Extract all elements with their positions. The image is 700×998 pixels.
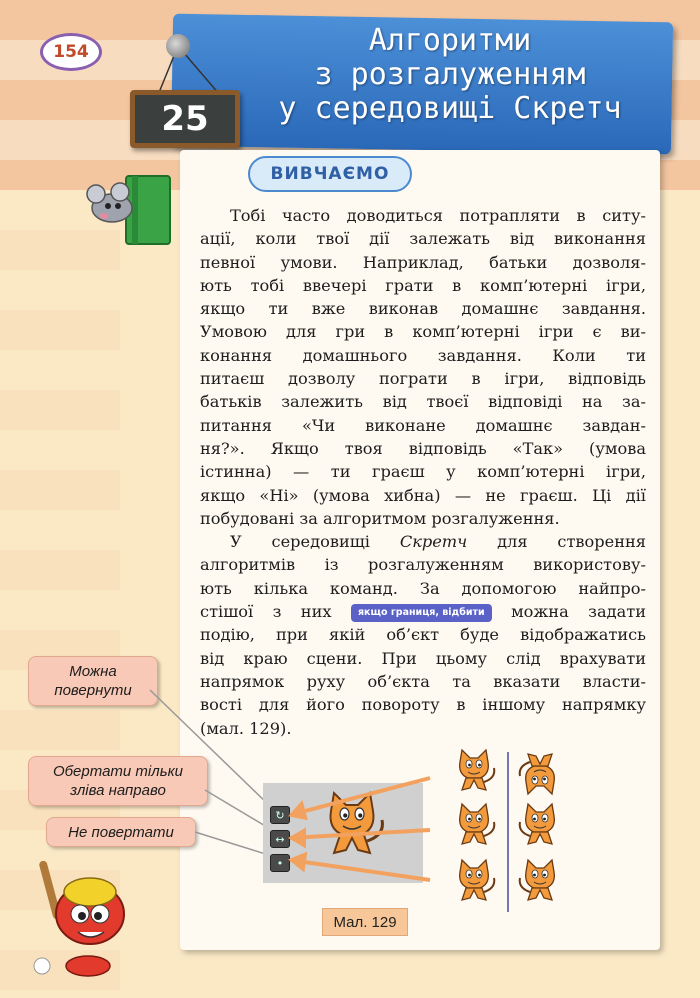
text-line: стішої з них якщо границя, відбити можна задати bbox=[200, 602, 646, 622]
title-line-1: Алгоритми bbox=[368, 23, 532, 58]
cat-sprite-left-1 bbox=[460, 750, 495, 790]
text-line: Умовою для гри в комп’ютерні ігри є ви- bbox=[200, 322, 646, 342]
title-line-2: з розгалуженням bbox=[314, 57, 586, 92]
section-label: ВИВЧАЄМО bbox=[248, 156, 412, 192]
figure-caption: Мал. 129 bbox=[322, 908, 408, 936]
text-line: ня?». Якщо твоя відповідь «Так» (умова bbox=[200, 438, 646, 458]
text-line: ації, коли твої дії залежать від виконання bbox=[200, 229, 646, 249]
cat-sprite-left-3 bbox=[460, 860, 495, 900]
dont-rotate-button[interactable]: • bbox=[270, 854, 290, 872]
text-line: напрямок руху об’єкта та вказати власти- bbox=[200, 671, 646, 691]
title-line-3: у середовищі Скретч bbox=[278, 91, 622, 126]
text-line: ють кілька команд. За допомогою найпро- bbox=[200, 578, 646, 598]
rotate-all-around-button[interactable]: ↻ bbox=[270, 806, 290, 824]
text-line: конання домашнього завдання. Коли ти bbox=[200, 345, 646, 365]
text-line: якщо «Ні» (умова хибна) — не граєш. Ці дії bbox=[200, 485, 646, 505]
cat-sprite-right-2 bbox=[520, 804, 555, 844]
text-line: вості для його повороту в іншому напрямку bbox=[200, 695, 646, 715]
scratch-word: Скретч bbox=[399, 532, 468, 552]
text-line: (мал. 129). bbox=[200, 718, 292, 738]
baseball-bug-mascot-icon bbox=[28, 856, 138, 986]
text-line: від краю сцени. При цьому слід врахувати bbox=[200, 648, 646, 668]
text-line: батьків залежить від твоєї відповіді на за- bbox=[200, 392, 646, 412]
cat-sprite-right-1 bbox=[520, 754, 555, 794]
text-line: істинна) — ти граєш у комп’ютерні ігри, bbox=[200, 462, 646, 482]
text-line: ють тобі ввечері грати в комп’ютерні ігри, bbox=[200, 275, 646, 295]
cat-sprite-right-3 bbox=[520, 860, 555, 900]
bounce-block-chip: якщо границя, відбити bbox=[351, 604, 492, 622]
text-line: Тобі часто доводиться потрапляти в ситу- bbox=[230, 206, 646, 225]
callout-dont-rotate: Не повертати bbox=[46, 817, 196, 847]
lesson-number-board: 25 bbox=[130, 90, 240, 148]
text-line: У середовищі Скретч для створення bbox=[230, 532, 646, 552]
left-right-flip-button[interactable]: ↔ bbox=[270, 830, 290, 848]
text-line: подію, при якій об’єкт буде відображатись bbox=[200, 625, 646, 645]
text-line: побудовані за алгоритмом розгалуження. bbox=[200, 508, 560, 528]
callout-can-rotate: Можна повернути bbox=[28, 656, 158, 706]
page-number: 154 bbox=[40, 33, 102, 71]
text-line: алгоритмів із розгалуженням використову- bbox=[200, 555, 646, 575]
text-line: питання «Чи виконане домашнє завдан- bbox=[200, 415, 646, 435]
callout-flip-left-right: Обертати тільки зліва направо bbox=[28, 756, 208, 806]
text-line: якщо ти вже виконав домашнє завдання. bbox=[200, 299, 646, 319]
text-line: певної умови. Наприклад, батьки дозволя- bbox=[200, 252, 646, 272]
text-line: питаєш дозволу пограти в ігри, відповідь bbox=[200, 369, 646, 389]
cat-sprite-left-2 bbox=[460, 804, 495, 844]
